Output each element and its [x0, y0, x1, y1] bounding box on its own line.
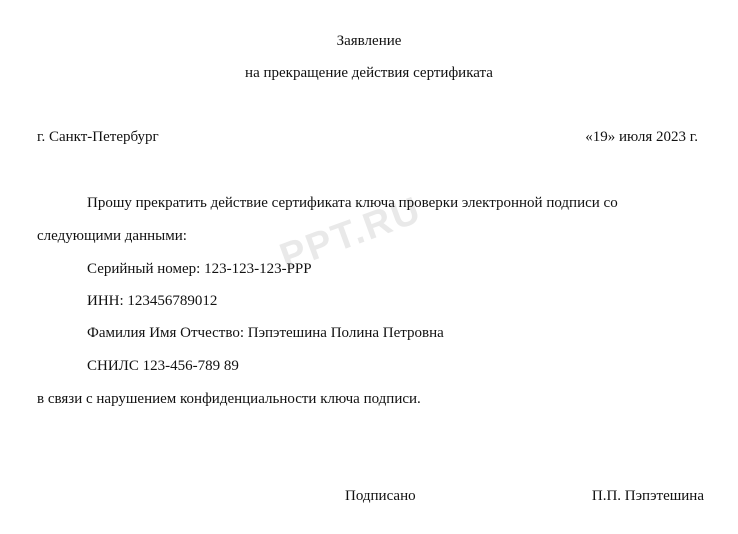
document-title: Заявление: [336, 33, 402, 49]
signer-name: П.П. Пэпэтешина: [591, 488, 704, 504]
full-name-text: Фамилия Имя Отчество: Пэпэтешина Полина Петровна: [87, 325, 444, 341]
request-paragraph-line-2: следующими данными:: [37, 228, 187, 244]
snils-text: СНИЛС 123-456-789 89: [87, 358, 239, 374]
signed-label: Подписано: [345, 488, 416, 504]
city-text: г. Санкт-Петербург: [37, 129, 159, 145]
date-text: «19» июля 2023 г.: [585, 129, 698, 145]
serial-number-text: Серийный номер: 123-123-123-PPP: [87, 261, 312, 277]
inn-text: ИНН: 123456789012: [87, 293, 218, 309]
request-paragraph-line-1: Прошу прекратить действие сертификата ключа проверки электронной подписи со: [87, 195, 618, 211]
watermark-logo: PPT.RU: [274, 188, 428, 279]
reason-text: в связи с нарушением конфиденциальности ключа подписи.: [37, 391, 421, 407]
document-subtitle: на прекращение действия сертификата: [245, 65, 493, 81]
